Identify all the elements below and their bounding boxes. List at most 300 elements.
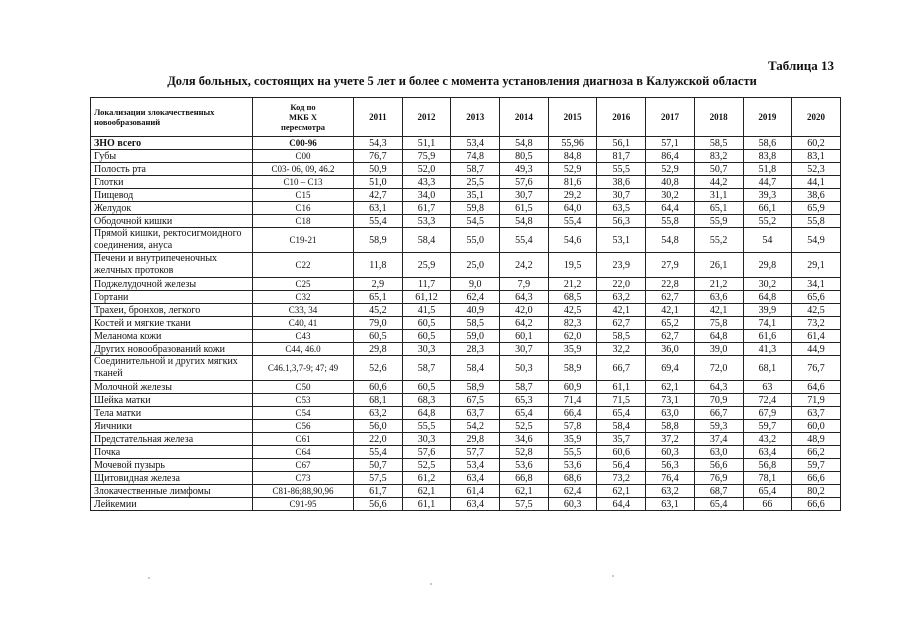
row-value: 55,5 bbox=[548, 446, 597, 459]
row-localization: Глотки bbox=[91, 176, 253, 189]
row-value: 64,8 bbox=[694, 330, 743, 343]
row-value: 62,7 bbox=[597, 317, 646, 330]
row-value: 63,6 bbox=[694, 291, 743, 304]
row-value: 68,7 bbox=[694, 485, 743, 498]
row-value: 55,4 bbox=[500, 228, 549, 253]
row-icd-code: С19-21 bbox=[253, 228, 354, 253]
row-icd-code: С73 bbox=[253, 472, 354, 485]
row-icd-code: С15 bbox=[253, 189, 354, 202]
row-value: 55,5 bbox=[402, 420, 451, 433]
row-value: 71,4 bbox=[548, 394, 597, 407]
table-row bbox=[91, 472, 841, 485]
row-localization: Желудок bbox=[91, 202, 253, 215]
row-value: 35,9 bbox=[548, 343, 597, 356]
row-localization: Меланома кожи bbox=[91, 330, 253, 343]
header-year: 2011 bbox=[354, 98, 403, 137]
row-value: 60,6 bbox=[597, 446, 646, 459]
header-year: 2019 bbox=[743, 98, 792, 137]
row-value: 76,4 bbox=[646, 472, 695, 485]
row-localization: Поджелудочной железы bbox=[91, 278, 253, 291]
table-row bbox=[91, 253, 841, 278]
row-value: 55,4 bbox=[354, 215, 403, 228]
row-value: 54 bbox=[743, 228, 792, 253]
row-icd-code: С32 bbox=[253, 291, 354, 304]
row-value: 80,2 bbox=[792, 485, 841, 498]
row-value: 70,9 bbox=[694, 394, 743, 407]
row-value: 59,8 bbox=[451, 202, 500, 215]
row-value: 39,0 bbox=[694, 343, 743, 356]
row-value: 38,6 bbox=[597, 176, 646, 189]
table-title: Доля больных, состоящих на учете 5 лет и более с момента установления диагноза в Калужской области bbox=[167, 74, 757, 88]
row-value: 30,3 bbox=[402, 433, 451, 446]
row-value: 48,9 bbox=[792, 433, 841, 446]
row-value: 63,2 bbox=[646, 485, 695, 498]
row-localization: Печени и внутрипеченочных желчных протоков bbox=[91, 253, 253, 278]
row-localization: Злокачественные лимфомы bbox=[91, 485, 253, 498]
row-value: 32,2 bbox=[597, 343, 646, 356]
row-icd-code: С16 bbox=[253, 202, 354, 215]
row-value: 86,4 bbox=[646, 150, 695, 163]
table-header-row bbox=[91, 98, 841, 137]
row-value: 82,3 bbox=[548, 317, 597, 330]
row-value: 64,6 bbox=[792, 381, 841, 394]
row-value: 54,3 bbox=[354, 137, 403, 150]
row-value: 62,1 bbox=[500, 485, 549, 498]
row-value: 45,2 bbox=[354, 304, 403, 317]
row-value: 58,9 bbox=[354, 228, 403, 253]
table-row bbox=[91, 228, 841, 253]
row-value: 43,3 bbox=[402, 176, 451, 189]
row-value: 55,4 bbox=[548, 215, 597, 228]
row-value: 55,2 bbox=[743, 215, 792, 228]
row-value: 61,4 bbox=[792, 330, 841, 343]
row-value: 58,4 bbox=[597, 420, 646, 433]
row-value: 57,8 bbox=[548, 420, 597, 433]
row-value: 34,0 bbox=[402, 189, 451, 202]
row-value: 42,5 bbox=[792, 304, 841, 317]
row-value: 51,0 bbox=[354, 176, 403, 189]
row-value: 60,5 bbox=[402, 330, 451, 343]
row-value: 64,4 bbox=[646, 202, 695, 215]
header-year: 2014 bbox=[500, 98, 549, 137]
row-value: 63,5 bbox=[597, 202, 646, 215]
row-icd-code: С67 bbox=[253, 459, 354, 472]
row-localization: Тела матки bbox=[91, 407, 253, 420]
row-value: 60,9 bbox=[548, 381, 597, 394]
header-year: 2012 bbox=[402, 98, 451, 137]
row-value: 63,1 bbox=[354, 202, 403, 215]
header-code-line1: Код по bbox=[290, 102, 316, 112]
row-localization: Пищевод bbox=[91, 189, 253, 202]
row-value: 35,1 bbox=[451, 189, 500, 202]
row-value: 65,3 bbox=[500, 394, 549, 407]
row-value: 59,7 bbox=[743, 420, 792, 433]
row-value: 22,0 bbox=[354, 433, 403, 446]
row-value: 41,5 bbox=[402, 304, 451, 317]
row-value: 61,1 bbox=[402, 498, 451, 511]
row-value: 39,9 bbox=[743, 304, 792, 317]
row-localization: Трахеи, бронхов, легкого bbox=[91, 304, 253, 317]
row-value: 58,4 bbox=[402, 228, 451, 253]
row-value: 37,2 bbox=[646, 433, 695, 446]
row-localization: Губы bbox=[91, 150, 253, 163]
header-year: 2018 bbox=[694, 98, 743, 137]
row-value: 58,5 bbox=[597, 330, 646, 343]
row-value: 81,7 bbox=[597, 150, 646, 163]
row-value: 55,5 bbox=[597, 163, 646, 176]
table-row bbox=[91, 176, 841, 189]
row-value: 83,1 bbox=[792, 150, 841, 163]
row-value: 63,1 bbox=[646, 498, 695, 511]
row-value: 40,9 bbox=[451, 304, 500, 317]
row-value: 68,1 bbox=[354, 394, 403, 407]
row-value: 51,8 bbox=[743, 163, 792, 176]
row-value: 64,8 bbox=[402, 407, 451, 420]
row-value: 55,0 bbox=[451, 228, 500, 253]
row-value: 55,8 bbox=[646, 215, 695, 228]
table-row bbox=[91, 485, 841, 498]
row-value: 52,9 bbox=[548, 163, 597, 176]
row-value: 57,6 bbox=[500, 176, 549, 189]
row-icd-code: С43 bbox=[253, 330, 354, 343]
header-year: 2016 bbox=[597, 98, 646, 137]
row-value: 39,3 bbox=[743, 189, 792, 202]
row-value: 54,2 bbox=[451, 420, 500, 433]
row-value: 30,7 bbox=[500, 343, 549, 356]
row-value: 57,1 bbox=[646, 137, 695, 150]
row-icd-code: С46.1,3,7-9; 47; 49 bbox=[253, 356, 354, 381]
row-value: 62,7 bbox=[646, 330, 695, 343]
table-row bbox=[91, 137, 841, 150]
row-value: 62,4 bbox=[451, 291, 500, 304]
row-value: 53,4 bbox=[451, 459, 500, 472]
row-icd-code: С61 bbox=[253, 433, 354, 446]
row-value: 54,8 bbox=[646, 228, 695, 253]
row-value: 29,1 bbox=[792, 253, 841, 278]
row-localization: Лейкемии bbox=[91, 498, 253, 511]
row-value: 72,0 bbox=[694, 356, 743, 381]
row-value: 64,8 bbox=[743, 291, 792, 304]
row-value: 55,2 bbox=[694, 228, 743, 253]
row-localization: Шейка матки bbox=[91, 394, 253, 407]
table-row bbox=[91, 291, 841, 304]
row-value: 65,1 bbox=[354, 291, 403, 304]
row-value: 55,96 bbox=[548, 137, 597, 150]
table-row bbox=[91, 163, 841, 176]
row-value: 24,2 bbox=[500, 253, 549, 278]
row-value: 62,1 bbox=[402, 485, 451, 498]
row-value: 61,2 bbox=[402, 472, 451, 485]
row-value: 78,1 bbox=[743, 472, 792, 485]
row-value: 84,8 bbox=[548, 150, 597, 163]
table-row bbox=[91, 343, 841, 356]
row-value: 58,8 bbox=[646, 420, 695, 433]
row-value: 61,12 bbox=[402, 291, 451, 304]
row-value: 71,5 bbox=[597, 394, 646, 407]
row-value: 52,0 bbox=[402, 163, 451, 176]
row-value: 58,9 bbox=[548, 356, 597, 381]
row-value: 28,3 bbox=[451, 343, 500, 356]
row-value: 79,0 bbox=[354, 317, 403, 330]
row-value: 72,4 bbox=[743, 394, 792, 407]
row-value: 67,5 bbox=[451, 394, 500, 407]
row-value: 58,5 bbox=[451, 317, 500, 330]
row-value: 63,7 bbox=[451, 407, 500, 420]
row-value: 63 bbox=[743, 381, 792, 394]
row-localization: Почка bbox=[91, 446, 253, 459]
row-icd-code: С25 bbox=[253, 278, 354, 291]
row-icd-code: С91-95 bbox=[253, 498, 354, 511]
row-value: 63,7 bbox=[792, 407, 841, 420]
header-year: 2013 bbox=[451, 98, 500, 137]
row-value: 76,9 bbox=[694, 472, 743, 485]
row-value: 51,1 bbox=[402, 137, 451, 150]
row-value: 25,0 bbox=[451, 253, 500, 278]
row-value: 37,4 bbox=[694, 433, 743, 446]
row-value: 29,8 bbox=[451, 433, 500, 446]
row-value: 34,6 bbox=[500, 433, 549, 446]
header-code-line3: пересмотра bbox=[280, 122, 326, 132]
row-value: 42,7 bbox=[354, 189, 403, 202]
row-value: 60,5 bbox=[402, 381, 451, 394]
row-value: 63,0 bbox=[694, 446, 743, 459]
row-icd-code: С00 bbox=[253, 150, 354, 163]
row-value: 56,6 bbox=[354, 498, 403, 511]
row-value: 60,5 bbox=[354, 330, 403, 343]
row-value: 52,5 bbox=[402, 459, 451, 472]
table-row bbox=[91, 215, 841, 228]
row-localization: Предстательная железа bbox=[91, 433, 253, 446]
row-value: 65,4 bbox=[694, 498, 743, 511]
row-value: 65,4 bbox=[597, 407, 646, 420]
row-value: 53,6 bbox=[500, 459, 549, 472]
row-value: 57,5 bbox=[500, 498, 549, 511]
row-value: 21,2 bbox=[548, 278, 597, 291]
scan-speck bbox=[430, 583, 432, 585]
row-value: 66,4 bbox=[548, 407, 597, 420]
row-value: 56,3 bbox=[597, 215, 646, 228]
row-value: 64,0 bbox=[548, 202, 597, 215]
row-icd-code: С10 – С13 bbox=[253, 176, 354, 189]
row-value: 44,7 bbox=[743, 176, 792, 189]
row-value: 58,9 bbox=[451, 381, 500, 394]
row-value: 66,7 bbox=[694, 407, 743, 420]
row-value: 62,4 bbox=[548, 485, 597, 498]
row-value: 44,9 bbox=[792, 343, 841, 356]
row-value: 80,5 bbox=[500, 150, 549, 163]
row-value: 54,6 bbox=[548, 228, 597, 253]
row-localization: Других новообразований кожи bbox=[91, 343, 253, 356]
row-icd-code: С50 bbox=[253, 381, 354, 394]
row-value: 62,1 bbox=[597, 485, 646, 498]
table-body bbox=[91, 137, 841, 511]
header-year: 2015 bbox=[548, 98, 597, 137]
header-code-line2: МКБ Х bbox=[288, 112, 318, 122]
scan-speck bbox=[612, 575, 614, 577]
row-value: 29,8 bbox=[743, 253, 792, 278]
row-value: 73,2 bbox=[597, 472, 646, 485]
row-icd-code: С56 bbox=[253, 420, 354, 433]
table-row bbox=[91, 446, 841, 459]
row-localization: Соединительной и других мягких тканей bbox=[91, 356, 253, 381]
row-value: 30,2 bbox=[743, 278, 792, 291]
row-value: 31,1 bbox=[694, 189, 743, 202]
row-value: 61,6 bbox=[743, 330, 792, 343]
row-value: 23,9 bbox=[597, 253, 646, 278]
row-value: 52,3 bbox=[792, 163, 841, 176]
row-value: 50,3 bbox=[500, 356, 549, 381]
row-value: 30,7 bbox=[500, 189, 549, 202]
row-value: 59,3 bbox=[694, 420, 743, 433]
row-value: 58,6 bbox=[743, 137, 792, 150]
row-value: 27,9 bbox=[646, 253, 695, 278]
row-icd-code: С03- 06, 09, 46.2 bbox=[253, 163, 354, 176]
row-value: 64,2 bbox=[500, 317, 549, 330]
row-value: 64,3 bbox=[694, 381, 743, 394]
row-value: 76,7 bbox=[792, 356, 841, 381]
row-value: 65,2 bbox=[646, 317, 695, 330]
table-row bbox=[91, 317, 841, 330]
header-localization: Локализации злокачественных новообразований bbox=[91, 98, 253, 137]
row-value: 69,4 bbox=[646, 356, 695, 381]
row-value: 52,9 bbox=[646, 163, 695, 176]
row-value: 63,2 bbox=[354, 407, 403, 420]
row-value: 71,9 bbox=[792, 394, 841, 407]
row-value: 52,6 bbox=[354, 356, 403, 381]
table-number-label: Таблица 13 bbox=[767, 58, 834, 73]
row-icd-code: С18 bbox=[253, 215, 354, 228]
row-value: 25,9 bbox=[402, 253, 451, 278]
row-value: 64,3 bbox=[500, 291, 549, 304]
table-row bbox=[91, 202, 841, 215]
row-localization: Прямой кишки, ректосигмоидного соединения, ануса bbox=[91, 228, 253, 253]
row-value: 63,4 bbox=[451, 472, 500, 485]
row-value: 55,8 bbox=[792, 215, 841, 228]
row-value: 22,0 bbox=[597, 278, 646, 291]
row-value: 66,1 bbox=[743, 202, 792, 215]
row-value: 66,2 bbox=[792, 446, 841, 459]
row-value: 75,8 bbox=[694, 317, 743, 330]
table-row bbox=[91, 150, 841, 163]
row-value: 63,4 bbox=[743, 446, 792, 459]
row-value: 30,2 bbox=[646, 189, 695, 202]
table-row bbox=[91, 420, 841, 433]
row-value: 30,3 bbox=[402, 343, 451, 356]
row-value: 36,0 bbox=[646, 343, 695, 356]
row-value: 68,1 bbox=[743, 356, 792, 381]
row-value: 83,8 bbox=[743, 150, 792, 163]
row-icd-code: С22 bbox=[253, 253, 354, 278]
row-value: 59,7 bbox=[792, 459, 841, 472]
row-value: 61,5 bbox=[500, 202, 549, 215]
row-value: 75,9 bbox=[402, 150, 451, 163]
row-value: 66,8 bbox=[500, 472, 549, 485]
row-value: 50,9 bbox=[354, 163, 403, 176]
row-value: 30,7 bbox=[597, 189, 646, 202]
row-value: 60,3 bbox=[646, 446, 695, 459]
row-value: 74,1 bbox=[743, 317, 792, 330]
row-value: 11,7 bbox=[402, 278, 451, 291]
row-localization: Молочной железы bbox=[91, 381, 253, 394]
row-value: 63,2 bbox=[597, 291, 646, 304]
row-value: 22,8 bbox=[646, 278, 695, 291]
row-value: 62,0 bbox=[548, 330, 597, 343]
row-value: 61,1 bbox=[597, 381, 646, 394]
row-value: 42,1 bbox=[694, 304, 743, 317]
row-localization: Костей и мягкие ткани bbox=[91, 317, 253, 330]
row-value: 54,8 bbox=[500, 137, 549, 150]
row-value: 76,7 bbox=[354, 150, 403, 163]
row-value: 42,5 bbox=[548, 304, 597, 317]
row-value: 9,0 bbox=[451, 278, 500, 291]
table-row bbox=[91, 356, 841, 381]
row-value: 2,9 bbox=[354, 278, 403, 291]
row-value: 56,0 bbox=[354, 420, 403, 433]
row-value: 54,9 bbox=[792, 228, 841, 253]
row-value: 35,9 bbox=[548, 433, 597, 446]
row-value: 38,6 bbox=[792, 189, 841, 202]
row-value: 58,7 bbox=[500, 381, 549, 394]
row-value: 67,9 bbox=[743, 407, 792, 420]
row-value: 55,9 bbox=[694, 215, 743, 228]
statistics-table bbox=[90, 97, 841, 511]
row-value: 29,2 bbox=[548, 189, 597, 202]
row-value: 58,4 bbox=[451, 356, 500, 381]
header-icd-code bbox=[253, 98, 354, 137]
scan-speck bbox=[148, 577, 150, 579]
row-icd-code: С00-96 bbox=[253, 137, 354, 150]
row-value: 65,4 bbox=[500, 407, 549, 420]
row-value: 64,4 bbox=[597, 498, 646, 511]
row-value: 66,6 bbox=[792, 472, 841, 485]
row-value: 60,3 bbox=[548, 498, 597, 511]
row-value: 42,1 bbox=[597, 304, 646, 317]
table-row bbox=[91, 330, 841, 343]
row-value: 68,3 bbox=[402, 394, 451, 407]
row-icd-code: С54 bbox=[253, 407, 354, 420]
row-localization: Мочевой пузырь bbox=[91, 459, 253, 472]
row-value: 63,0 bbox=[646, 407, 695, 420]
row-value: 7,9 bbox=[500, 278, 549, 291]
row-icd-code: С44, 46.0 bbox=[253, 343, 354, 356]
row-value: 57,5 bbox=[354, 472, 403, 485]
row-value: 35,7 bbox=[597, 433, 646, 446]
row-value: 65,9 bbox=[792, 202, 841, 215]
row-icd-code: С81-86;88,90,96 bbox=[253, 485, 354, 498]
row-value: 52,5 bbox=[500, 420, 549, 433]
row-value: 66 bbox=[743, 498, 792, 511]
row-value: 62,1 bbox=[646, 381, 695, 394]
row-value: 58,7 bbox=[402, 356, 451, 381]
row-icd-code: С64 bbox=[253, 446, 354, 459]
row-value: 65,1 bbox=[694, 202, 743, 215]
table-row bbox=[91, 304, 841, 317]
row-value: 53,3 bbox=[402, 215, 451, 228]
row-value: 53,1 bbox=[597, 228, 646, 253]
row-value: 26,1 bbox=[694, 253, 743, 278]
row-localization: Полость рта bbox=[91, 163, 253, 176]
row-value: 83,2 bbox=[694, 150, 743, 163]
row-value: 44,2 bbox=[694, 176, 743, 189]
row-value: 66,7 bbox=[597, 356, 646, 381]
row-value: 21,2 bbox=[694, 278, 743, 291]
table-row bbox=[91, 189, 841, 202]
row-icd-code: С53 bbox=[253, 394, 354, 407]
row-value: 66,6 bbox=[792, 498, 841, 511]
row-value: 42,1 bbox=[646, 304, 695, 317]
row-value: 44,1 bbox=[792, 176, 841, 189]
row-value: 61,4 bbox=[451, 485, 500, 498]
